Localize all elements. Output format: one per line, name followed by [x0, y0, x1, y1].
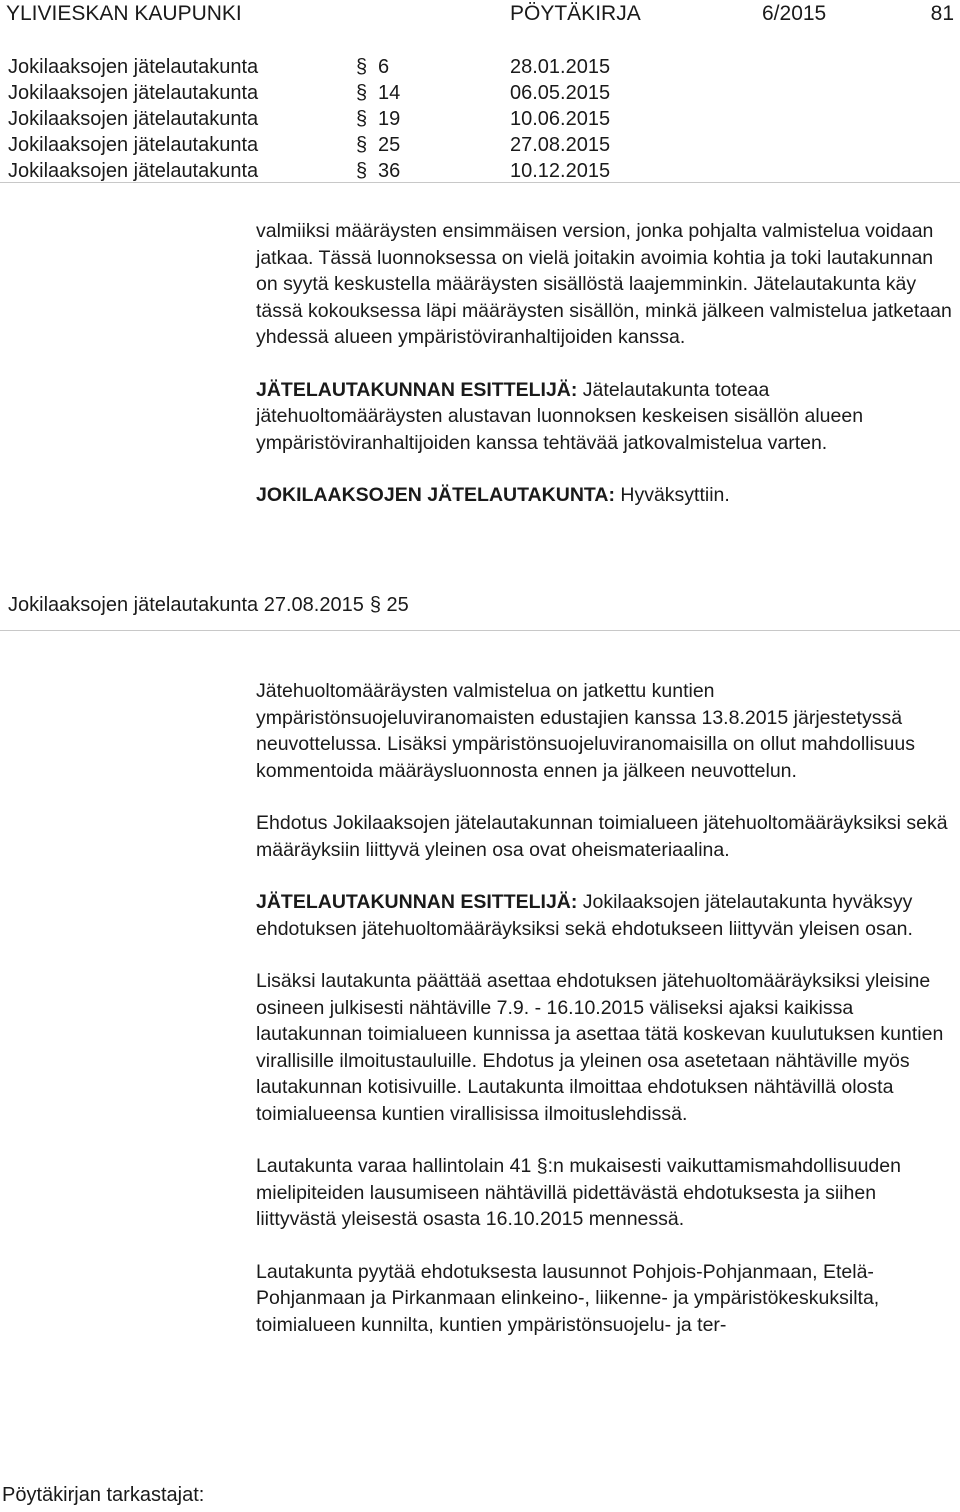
history-date: 28.01.2015 [510, 56, 611, 78]
history-date: 27.08.2015 [510, 134, 611, 156]
paragraph: Jätehuoltomääräysten valmistelua on jatkettu kuntien ympäristönsuojeluviranomaisten edustajien kanssa 13.8.2015 järjestetyssä neuvottelussa. Lisäksi ympäristönsuojeluviranomaisilla on ollut mahdollisuus kommentoida määräysluonnosta ennen ja jälkeen neuvottelun. [256, 680, 916, 782]
history-body: Jokilaaksojen jätelautakunta [8, 108, 259, 130]
decision-label: JOKILAAKSOJEN JÄTELAUTAKUNTA: [256, 484, 615, 506]
decision-text-block-2 [256, 678, 956, 1338]
history-row [0, 108, 960, 134]
section-symbol: § [369, 594, 381, 616]
section-divider [0, 630, 960, 631]
history-section: § 36 [378, 160, 400, 183]
history-section: § 25 [378, 134, 400, 157]
section-number: 25 [386, 594, 409, 616]
history-section: § 14 [378, 82, 400, 105]
history-section: § 19 [378, 108, 400, 131]
history-body: Jokilaaksojen jätelautakunta [8, 82, 259, 104]
history-row [0, 82, 960, 108]
history-divider [0, 182, 960, 183]
history-body: Jokilaaksojen jätelautakunta [8, 56, 259, 78]
history-date: 10.12.2015 [510, 160, 611, 182]
paragraph: Ehdotus Jokilaaksojen jätelautakunnan toimialueen jätehuoltomääräyksiksi sekä määräyksiin liittyvä yleinen osa ovat oheismateriaalina. [256, 812, 948, 861]
board-decision [256, 482, 956, 509]
history-section: § 6 [378, 56, 389, 79]
minutes-reviewers-label: Pöytäkirjan tarkastajat: [2, 1484, 205, 1506]
history-body: Jokilaaksojen jätelautakunta [8, 160, 259, 182]
history-row [0, 134, 960, 160]
decision-text-block-1 [256, 218, 956, 509]
history-date: 06.05.2015 [510, 82, 611, 104]
decision-text: Hyväksyttiin. [614, 484, 730, 506]
section-history-list [0, 56, 960, 186]
presenter-proposal [256, 889, 956, 942]
presenter-text: Jokilaaksojen jätelautakunta hyväksyy ehdotuksen jätehuoltomääräyksiksi sekä ehdotukseen liittyvän yleisen osan. [256, 891, 913, 940]
presenter-text: Jätelautakunta toteaa jätehuoltomääräysten alustavan luonnoksen keskeisen sisällön alueen ympäristöviranhaltijoiden kanssa tehtävää jatkovalmistelua varten. [256, 378, 864, 454]
document-number: 6/2015 [762, 2, 827, 25]
history-body: Jokilaaksojen jätelautakunta [8, 134, 259, 156]
history-row [0, 56, 960, 82]
city-name: YLIVIESKAN KAUPUNKI [6, 2, 242, 25]
paragraph: Lisäksi lautakunta päättää asettaa ehdotuksen jätehuoltomääräyksiksi yleisine osineen julkisesti nähtäville 7.9. - 16.10.2015 väliseksi ajaksi kaikissa lautakunnan toimialueen kunnissa ja asettaa tätä koskevan kuulutuksen kuntien virallisille ilmoitustauluille. Ehdotus ja yleinen osa asetetaan nähtäville myös lautakunnan kotisivuille. Lautakunta ilmoittaa ehdotuksen nähtävillä olosta toimialueensa kuntien virallisissa ilmoituslehdissä. [256, 970, 944, 1125]
presenter-label: JÄTELAUTAKUNNAN ESITTELIJÄ: [256, 891, 578, 913]
history-date: 10.06.2015 [510, 108, 611, 130]
presenter-proposal [256, 377, 956, 457]
section-heading [8, 594, 409, 617]
paragraph: Lautakunta varaa hallintolain 41 §:n mukaisesti vaikuttamismahdollisuuden mielipiteiden lausumiseen nähtävillä pidettävästä ehdotuksesta ja siihen liittyvästä yleisestä osasta 16.10.2015 mennessä. [256, 1155, 901, 1230]
section-heading-text: Jokilaaksojen jätelautakunta 27.08.2015 [8, 594, 364, 616]
page-number: 81 [930, 2, 954, 25]
presenter-label: JÄTELAUTAKUNNAN ESITTELIJÄ: [256, 378, 578, 401]
document-type: PÖYTÄKIRJA [510, 2, 641, 25]
page-header [0, 0, 960, 30]
paragraph: valmiiksi määräysten ensimmäisen version, jonka pohjalta valmistelua voidaan jatkaa. Tässä luonnoksessa on vielä joitakin avoimia kohtia ja toki lautakunnan on syytä keskustella määräysten sisällöstä laajemminkin. Jätelautakunta käy tässä kokouksessa läpi määräysten sisällön, minkä jälkeen valmistelua jatketaan yhdessä alueen ympäristöviranhaltijoiden kanssa. [256, 220, 952, 348]
paragraph: Lautakunta pyytää ehdotuksesta lausunnot Pohjois-Pohjanmaan, Etelä-Pohjanmaan ja Pirkanmaan elinkeino-, liikenne- ja ympäristökeskuksilta, toimialueen kunnilta, kuntien ympäristönsuojelu- ja ter- [256, 1260, 880, 1336]
